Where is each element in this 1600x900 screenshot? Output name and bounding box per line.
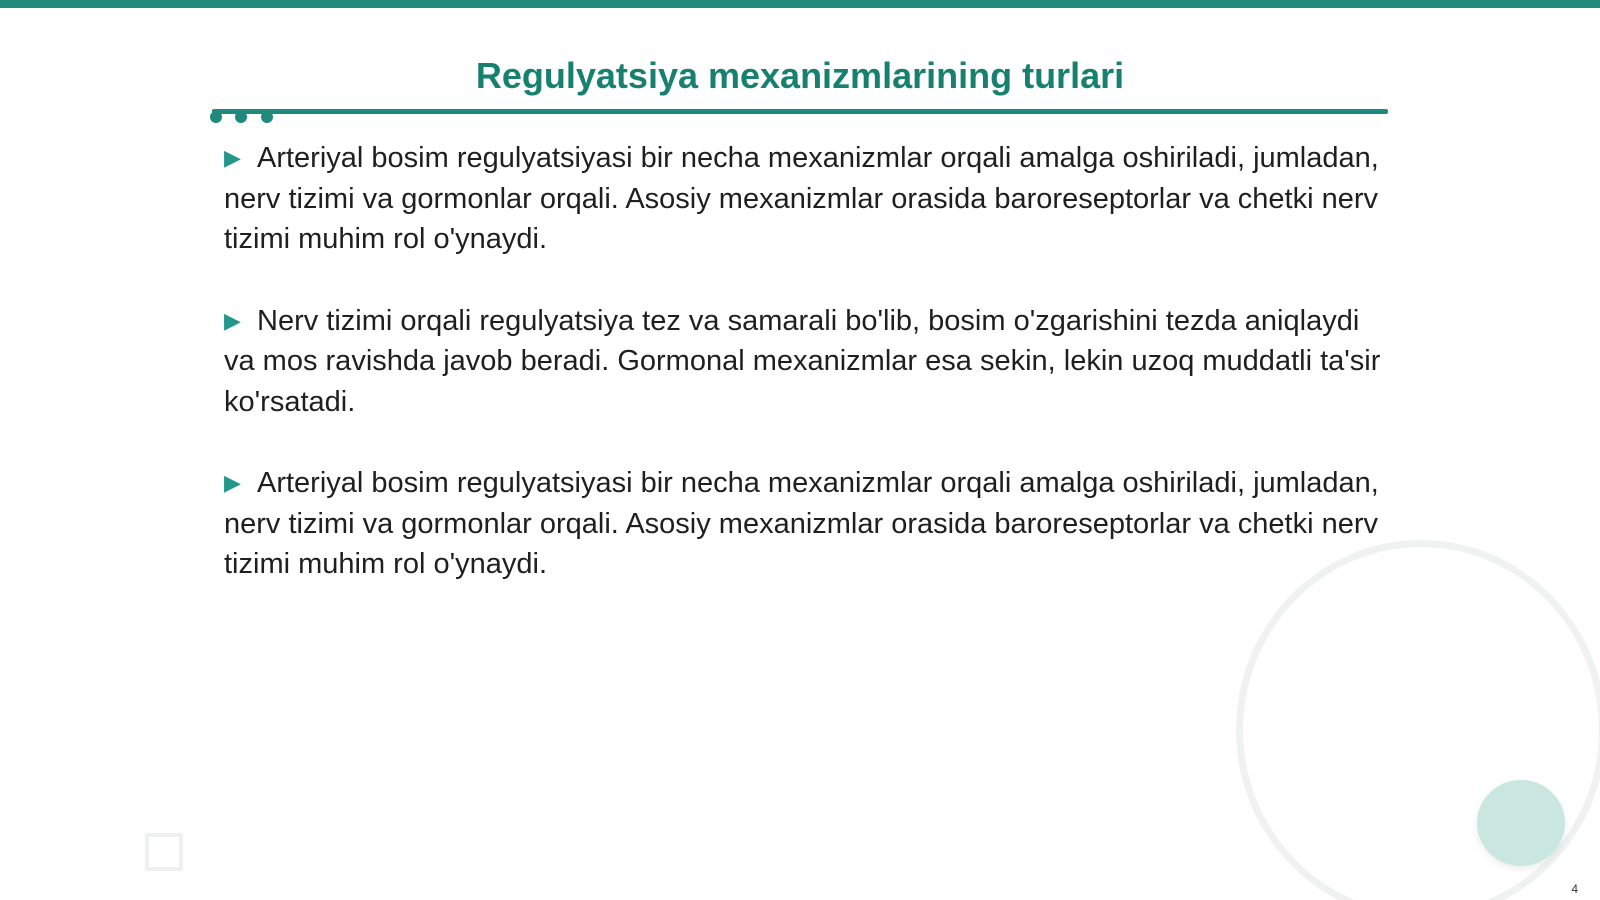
slide-title: Regulyatsiya mexanizmlarining turlari <box>475 55 1125 96</box>
bullet-text: Nerv tizimi orqali regulyatsiya tez va samarali bo'lib, bosim o'zgarishini tezda aniqlaydi va mos ravishda javob beradi. Gormonal mexanizmlar esa sekin, lekin uzoq muddatli ta'sir ko'rsatadi. <box>224 304 1381 418</box>
triangle-right-icon: ▶ <box>224 307 241 333</box>
bullet-item <box>224 138 1384 260</box>
page-number: 4 <box>1571 882 1578 896</box>
decor-dot <box>235 111 247 123</box>
bullet-text: Arteriyal bosim regulyatsiyasi bir necha mexanizmlar orqali amalga oshiriladi, jumladan, nerv tizimi va gormonlar orqali. Asosiy mexanizmlar orasida baroreseptorlar va chetki nerv tizimi muhim rol o'ynaydi. <box>224 142 1379 255</box>
decorative-square <box>145 833 183 871</box>
bullet-text: Arteriyal bosim regulyatsiyasi bir necha mexanizmlar orqali amalga oshiriladi, jumladan, nerv tizimi va gormonlar orqali. Asosiy mexanizmlar orasida baroreseptorlar va chetki nerv tizimi muhim rol o'ynaydi. <box>224 467 1379 580</box>
bullet-list <box>224 138 1384 626</box>
triangle-right-icon: ▶ <box>224 145 241 170</box>
decor-dot <box>261 111 273 123</box>
bullet-item <box>224 463 1384 585</box>
top-accent-bar <box>0 0 1600 8</box>
decorative-disc <box>1477 780 1565 866</box>
title-underline <box>212 109 1388 114</box>
bullet-item <box>224 301 1384 423</box>
decor-dot <box>210 111 222 123</box>
triangle-right-icon: ▶ <box>224 470 241 495</box>
